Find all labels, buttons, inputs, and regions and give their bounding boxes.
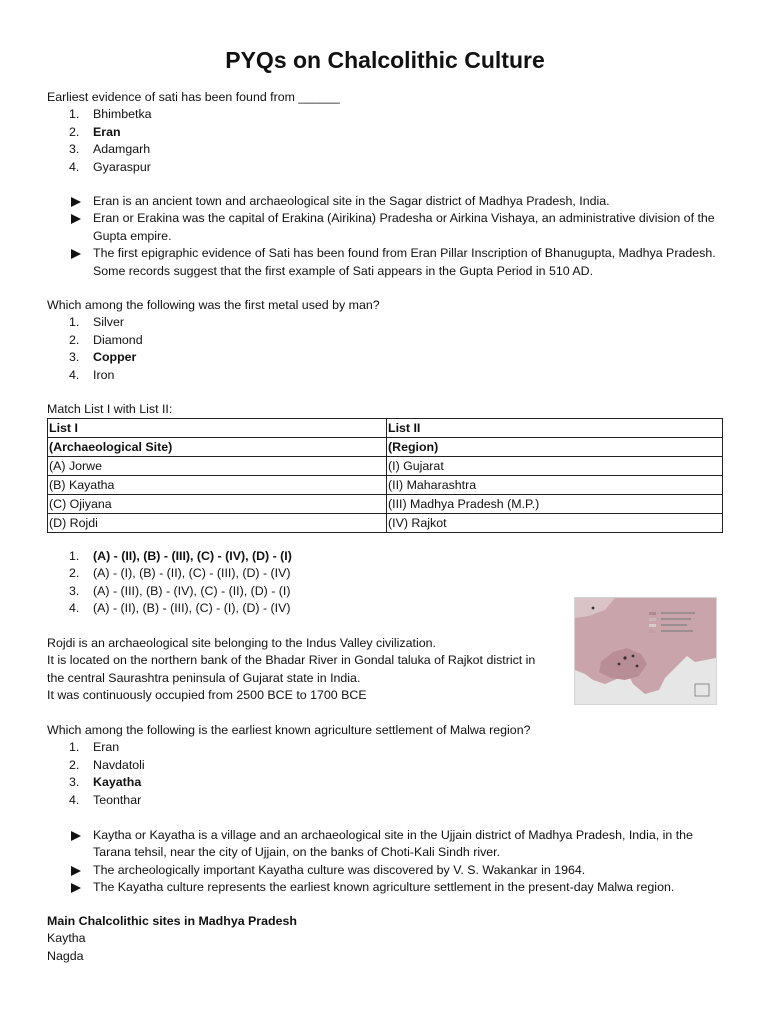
page-title: PYQs on Chalcolithic Culture <box>225 47 545 73</box>
map-legend-label-mark <box>661 612 695 614</box>
option-item: 2. Eran <box>69 124 121 139</box>
map-legend-swatch <box>649 630 656 633</box>
option-item: 4. (A) - (II), (B) - (III), (C) - (I), (D) - (IV) <box>69 601 291 616</box>
note-item: The Kayatha culture represents the earliest known agriculture settlement in the present-day Malwa region. <box>47 879 723 896</box>
table-header-cell: List II <box>387 419 723 438</box>
gujarat-map-icon <box>575 598 716 704</box>
bullet-triangle-icon <box>71 214 81 224</box>
map-site-marker <box>618 663 621 666</box>
question-text: Match List I with List II: <box>47 402 173 416</box>
site-item: Kaytha <box>47 931 86 946</box>
option-item: 2. (A) - (I), (B) - (II), (C) - (III), (D) - (IV) <box>69 566 291 581</box>
option-item: 3. Copper <box>69 350 137 365</box>
option-item: 2. Navdatoli <box>69 757 145 772</box>
map-site-marker <box>592 607 595 610</box>
note-line: the central Saurashtra peninsula of Gujarat state in India. <box>47 670 361 685</box>
option-item: 3. (A) - (III), (B) - (IV), (C) - (II), (D) - (I) <box>69 583 291 598</box>
table-cell: (I) Gujarat <box>387 457 723 476</box>
table-cell: (C) Ojiyana <box>48 495 387 514</box>
note-line: It was continuously occupied from 2500 BCE to 1700 BCE <box>47 688 367 703</box>
bullet-triangle-icon <box>71 866 81 876</box>
table-row <box>48 457 723 476</box>
table-cell: (IV) Rajkot <box>387 514 723 533</box>
table-cell: (A) Jorwe <box>48 457 387 476</box>
table-header-cell: List I <box>48 419 387 438</box>
table-header-cell: (Region) <box>387 438 723 457</box>
bullet-triangle-icon <box>71 831 81 841</box>
map-legend-swatch <box>649 618 656 621</box>
note-item: Eran is an ancient town and archaeological site in the Sagar district of Madhya Pradesh, India. <box>47 193 723 210</box>
match-table <box>47 418 723 533</box>
question-3 <box>47 401 723 533</box>
map-image <box>574 597 717 705</box>
question-4-notes <box>47 827 723 897</box>
table-cell: (D) Rojdi <box>48 514 387 533</box>
bullet-triangle-icon <box>71 249 81 259</box>
table-row <box>48 495 723 514</box>
bullet-triangle-icon <box>71 883 81 893</box>
note-item: Eran or Erakina was the capital of Erakina (Airikina) Pradesha or Airkina Vishaya, an administrative division of the Gupta empire. <box>47 210 723 245</box>
note-item: The first epigraphic evidence of Sati has been found from Eran Pillar Inscription of Bhanugupta, Madhya Pradesh. Some records suggest that the first example of Sati appears in the Gupta Period in 510 AD. <box>47 245 723 280</box>
table-cell: (III) Madhya Pradesh (M.P.) <box>387 495 723 514</box>
question-text: Earliest evidence of sati has been found from ______ <box>47 90 340 104</box>
question-text: Which among the following was the first metal used by man? <box>47 298 380 312</box>
note-item: The archeologically important Kayatha culture was discovered by V. S. Wakankar in 1964. <box>47 862 723 879</box>
note-line: Rojdi is an archaeological site belonging to the Indus Valley civilization. <box>47 636 436 650</box>
option-item: 1. Bhimbetka <box>69 107 152 122</box>
table-cell: (B) Kayatha <box>48 476 387 495</box>
note-item: Kaytha or Kayatha is a village and an archaeological site in the Ujjain district of Madhya Pradesh, India, in the Tarana tehsil, near the city of Ujjain, on the banks of Choti-Kali Sindh river. <box>47 827 723 862</box>
map-legend-swatch <box>649 624 656 627</box>
map-site-marker <box>636 665 639 668</box>
note-line: It is located on the northern bank of the Bhadar River in Gondal taluka of Rajkot district in <box>47 653 536 668</box>
options-list <box>47 739 723 809</box>
sites-section <box>47 913 723 965</box>
table-header-row <box>48 419 723 438</box>
table-cell: (II) Maharashtra <box>387 476 723 495</box>
option-item: 2. Diamond <box>69 332 143 347</box>
option-item: 1. (A) - (II), (B) - (III), (C) - (IV), (D) - (I) <box>69 549 292 563</box>
question-1-notes <box>47 193 723 280</box>
map-legend-label-mark <box>661 630 693 632</box>
option-item: 1. Silver <box>69 315 124 330</box>
map-legend-swatch <box>649 612 656 615</box>
question-text: Which among the following is the earliest known agriculture settlement of Malwa region? <box>47 723 531 737</box>
option-item: 3. Adamgarh <box>69 142 151 157</box>
question-3-notes <box>47 635 567 705</box>
map-site-marker <box>632 655 635 658</box>
options-list <box>47 314 723 384</box>
map-site-marker <box>623 656 626 659</box>
table-row <box>48 476 723 495</box>
option-item: 4. Iron <box>69 367 115 382</box>
option-item: 3. Kayatha <box>69 775 142 790</box>
table-header-row <box>48 438 723 457</box>
options-list <box>47 106 723 176</box>
option-item: 1. Eran <box>69 740 120 755</box>
table-header-cell: (Archaeological Site) <box>48 438 387 457</box>
site-item: Nagda <box>47 948 84 963</box>
question-4 <box>47 722 723 809</box>
section-heading: Main Chalcolithic sites in Madhya Pradesh <box>47 914 297 928</box>
option-item: 4. Teonthar <box>69 792 142 807</box>
bullet-triangle-icon <box>71 197 81 207</box>
map-legend-label-mark <box>661 624 687 626</box>
question-2 <box>47 297 723 384</box>
map-legend-label-mark <box>661 618 691 620</box>
table-row <box>48 514 723 533</box>
question-1 <box>47 89 723 176</box>
option-item: 4. Gyaraspur <box>69 159 151 174</box>
